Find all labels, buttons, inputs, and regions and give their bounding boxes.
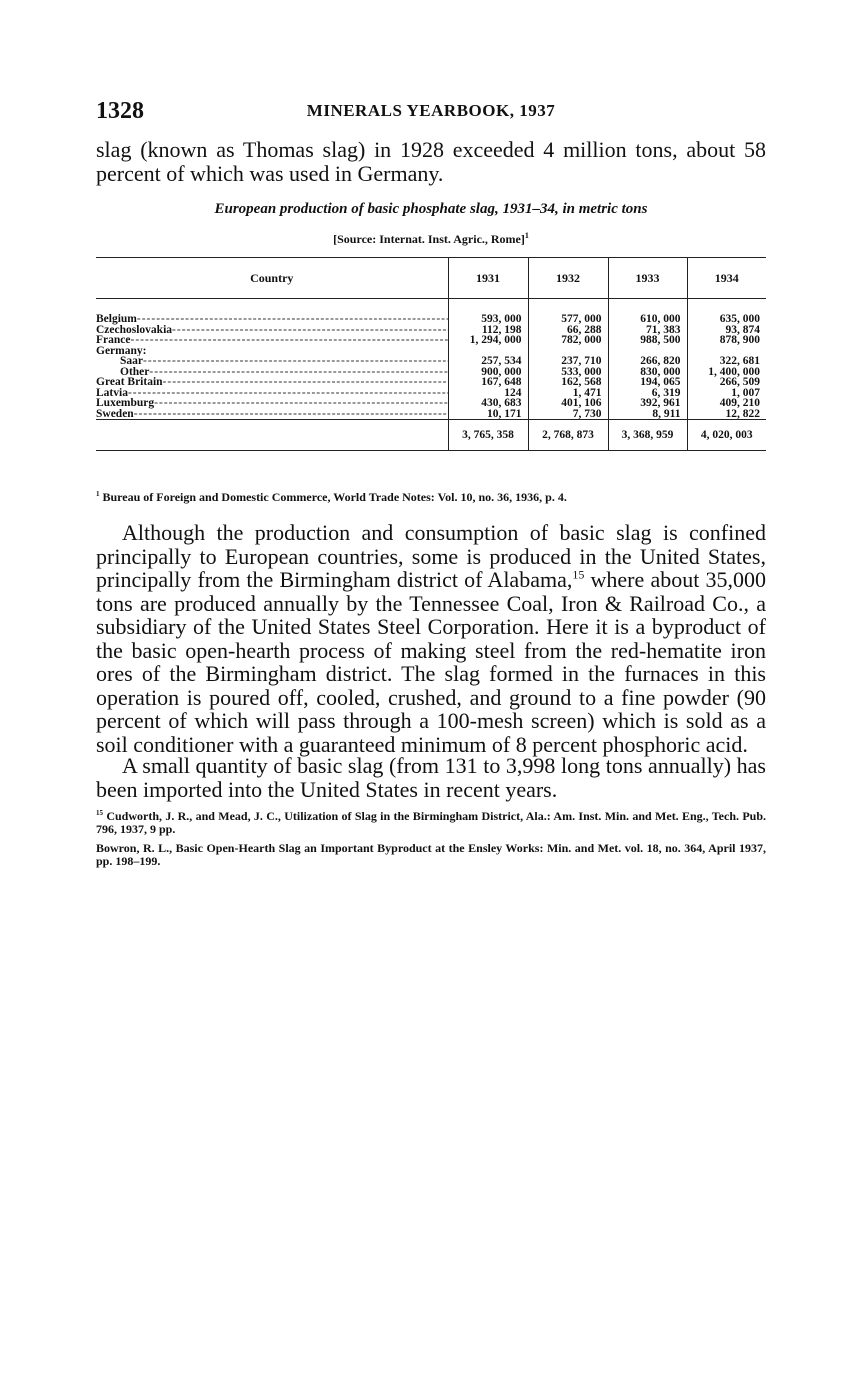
total-cell: 3, 765, 358 <box>448 420 528 451</box>
dot-leader <box>137 314 448 325</box>
paragraph-text: where about 35,000 tons are produced annually by the Tennessee Coal, Iron & Railroad Co., a subsidiary of the United States Steel Corporation. Here it is a byproduct of the basic open-hearth process of making steel from the red-hematite iron ores of the Birmingham district. The slag formed in the furnaces in this operation is poured off, cooled, crushed, and ground to a fine powder (90 percent of which will pass through a 100-mesh screen) which is sold as a soil conditioner with a guaranteed minimum of 8 percent phosphoric acid. <box>96 567 766 757</box>
country-name: France <box>96 335 131 346</box>
country-name: Luxemburg <box>96 398 155 409</box>
country-name: Belgium <box>96 314 137 325</box>
value-cell: 1, 400, 000 <box>708 365 760 378</box>
value-cell: 610, 000 <box>608 314 687 325</box>
value-cell: 266, 820 <box>608 356 687 367</box>
dot-leader <box>130 335 448 346</box>
footnote-text: Cudworth, J. R., and Mead, J. C., Utilization of Slag in the Birmingham District, Ala.: Am. Inst. Min. and Met. Eng., Tech. Pub. 796, 1937, 9 pp. <box>96 809 767 836</box>
country-cell <box>96 325 448 336</box>
value-cell: 430, 683 <box>448 398 528 409</box>
production-table <box>96 257 766 451</box>
dot-leader <box>134 409 448 420</box>
country-name: Germany: <box>96 345 147 356</box>
value-cell: 593, 000 <box>448 314 528 325</box>
value-cell: 6, 319 <box>608 388 687 399</box>
value-cell: 878, 900 <box>719 334 760 346</box>
table-footnote-text: Bureau of Foreign and Domestic Commerce, World Trade Notes: Vol. 10, no. 36, 1936, p. 4. <box>102 490 567 504</box>
value-cell: 635, 000 <box>719 313 760 325</box>
value-cell: 830, 000 <box>608 367 687 378</box>
table-header-row <box>96 258 766 299</box>
column-header-1933: 1933 <box>608 258 687 299</box>
column-header-1932: 1932 <box>528 258 608 299</box>
column-header-1931: 1931 <box>448 258 528 299</box>
value-cell: 194, 065 <box>608 377 687 388</box>
footnote-ref-15: 15 <box>572 567 585 582</box>
dot-leader <box>163 377 448 388</box>
dot-leader <box>143 356 448 367</box>
value-cell: 322, 681 <box>719 355 760 367</box>
country-cell <box>96 346 448 357</box>
value-cell: 162, 568 <box>528 377 608 388</box>
value-cell: 401, 106 <box>528 398 608 409</box>
value-cell: 7, 730 <box>528 409 608 420</box>
value-cell: 10, 171 <box>448 409 528 420</box>
page-number: 1328 <box>96 98 144 124</box>
country-cell <box>96 367 448 378</box>
value-cell: 66, 288 <box>528 325 608 336</box>
table-row <box>96 409 766 420</box>
country-cell <box>96 388 448 399</box>
dot-leader <box>154 398 448 409</box>
value-cell: 988, 500 <box>608 335 687 346</box>
country-cell <box>96 409 448 420</box>
table-row <box>96 335 766 346</box>
value-cell: 12, 822 <box>725 407 760 420</box>
country-cell <box>96 335 448 346</box>
value-cell: 1, 294, 000 <box>448 335 528 346</box>
table-title: European production of basic phosphate slag, 1931–34, in metric tons <box>214 201 648 217</box>
running-head: MINERALS YEARBOOK, 1937 <box>306 101 556 120</box>
dot-leader <box>172 325 448 336</box>
table-row <box>96 356 766 367</box>
country-name: Saar <box>120 356 143 367</box>
value-cell: 237, 710 <box>528 356 608 367</box>
footnote-text: Bowron, R. L., Basic Open-Hearth Slag an Important Byproduct at the Ensley Works: Min. and Met. vol. 18, no. 364, April 1937, pp. 198–199. <box>96 841 766 868</box>
value-cell: 112, 198 <box>448 325 528 336</box>
paragraph-basic-slag-us <box>96 521 766 756</box>
intro-paragraph: slag (known as Thomas slag) in 1928 exceeded 4 million tons, about 58 percent of which was used in Germany. <box>96 137 766 186</box>
footnote-bowron <box>96 842 766 868</box>
total-cell: 3, 368, 959 <box>608 420 687 451</box>
value-cell: 257, 534 <box>448 356 528 367</box>
table-source-note-marker: 1 <box>524 231 529 240</box>
country-cell <box>96 356 448 367</box>
paragraph-imports: A small quantity of basic slag (from 131 to 3,998 long tons annually) has been imported into the United States in recent years. <box>96 753 766 802</box>
country-cell <box>96 398 448 409</box>
table-footnote <box>96 488 766 504</box>
value-cell: 1, 007 <box>731 386 760 399</box>
table-row <box>96 377 766 388</box>
table-body <box>96 299 766 451</box>
column-header-1934: 1934 <box>687 258 766 299</box>
dot-leader <box>149 367 448 378</box>
column-header-country: Country <box>96 258 448 299</box>
value-cell: 167, 648 <box>448 377 528 388</box>
value-cell: 782, 000 <box>528 335 608 346</box>
dot-leader <box>128 388 448 399</box>
table-footnote-marker: 1 <box>96 490 100 498</box>
value-cell: 71, 383 <box>608 325 687 336</box>
value-cell: 533, 000 <box>528 367 608 378</box>
total-cell: 4, 020, 003 <box>687 420 766 451</box>
value-cell: 409, 210 <box>719 397 760 409</box>
country-cell <box>96 314 448 325</box>
table-row <box>96 314 766 325</box>
value-cell: 577, 000 <box>528 314 608 325</box>
value-cell: 8, 911 <box>608 409 687 420</box>
footnote-marker: 15 <box>96 809 103 817</box>
value-cell: 266, 509 <box>719 376 760 388</box>
total-label-cell <box>96 420 448 451</box>
country-cell <box>96 377 448 388</box>
total-row <box>96 420 766 451</box>
table-source-text: [Source: Internat. Inst. Agric., Rome] <box>333 232 525 246</box>
country-name: Latvia <box>96 387 128 398</box>
total-cell: 2, 768, 873 <box>528 420 608 451</box>
table-row <box>96 398 766 409</box>
value-cell: 93, 874 <box>725 323 760 336</box>
value-cell: 392, 961 <box>608 398 687 409</box>
value-cell: 1, 471 <box>528 388 608 399</box>
value-cell: 900, 000 <box>448 367 528 378</box>
country-name: Other <box>120 366 150 377</box>
value-cell: 124 <box>448 388 528 399</box>
paragraph-text: Although the production and consumption of basic slag is confined principally to European countries, some is produced in the United States, principally from the Birmingham district of Alabama, <box>96 520 766 592</box>
country-name: Great Britain <box>96 377 163 388</box>
table-source <box>96 231 766 247</box>
page-header <box>96 98 766 128</box>
footnote-15 <box>96 807 766 836</box>
country-name: Czechoslovakia <box>96 324 173 335</box>
country-name: Sweden <box>96 408 134 420</box>
